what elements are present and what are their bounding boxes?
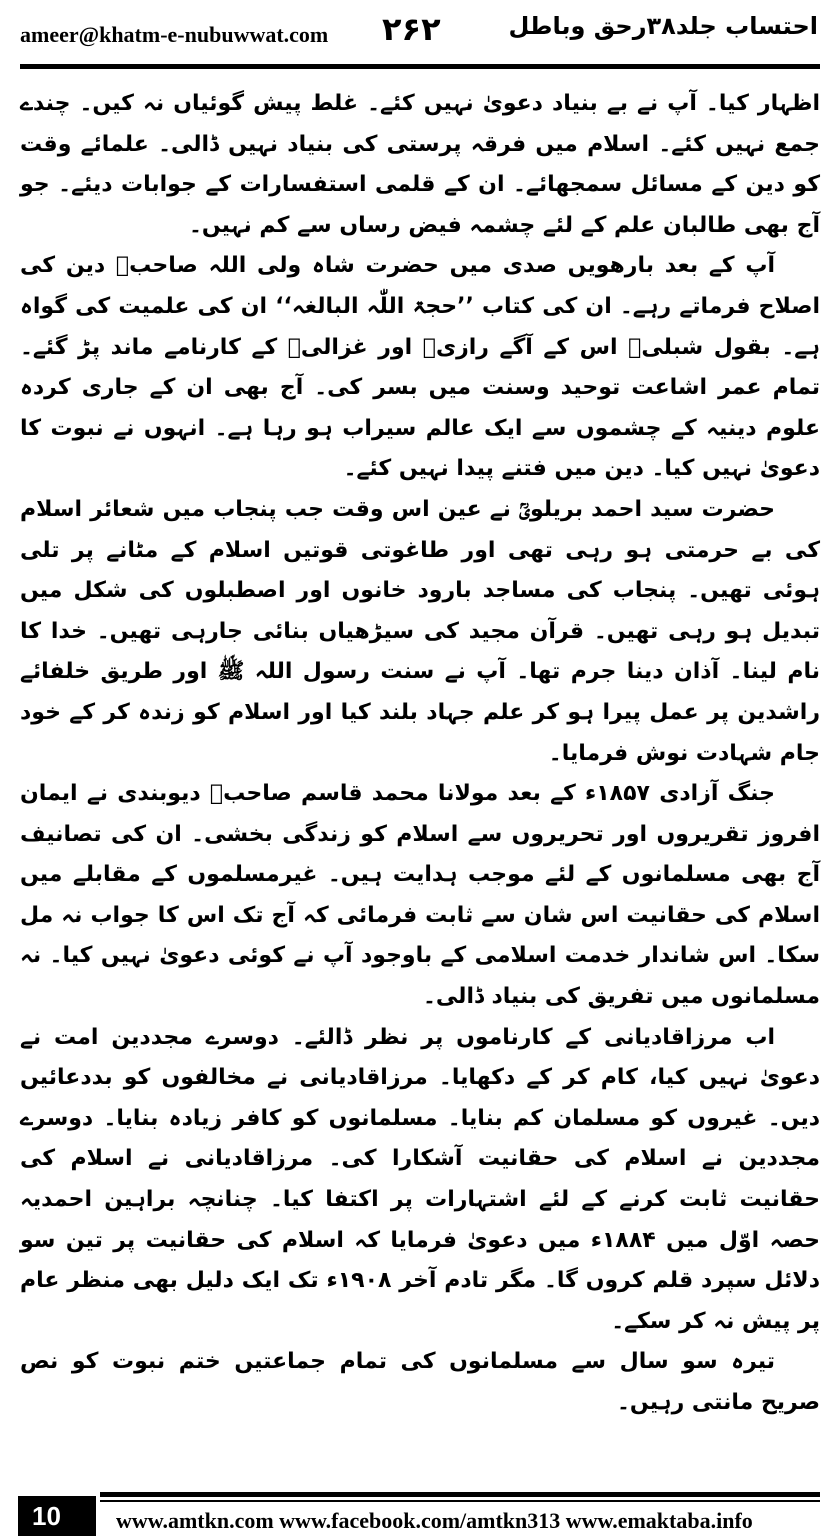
footer-links[interactable]: www.amtkn.com www.facebook.com/amtkn313 www.emaktaba.info [116,1508,753,1533]
header-divider [20,64,820,69]
paragraph-1: اظہار کیا۔ آپ نے بے بنیاد دعویٰ نہیں کئے۔ غلط پیش گوئیاں نہ کیں۔ چندے جمع نہیں کئے۔ اسلام میں فرقہ پرستی کی بنیاد نہیں ڈالی۔ علمائے وقت کو دین کے مسائل سمجھائے۔ ان کے قلمی استفسارات کے جوابات دیئے۔ جو آج بھی طالبان علم کے لئے چشمہ فیض رساں سے کم نہیں۔ [20,91,820,238]
header-email: ameer@khatm-e-nubuwwat.com [20,22,329,47]
paragraph-3: حضرت سید احمد بریلویؒ نے عین اس وقت جب پنجاب میں شعائر اسلام کی بے حرمتی ہو رہی تھی اور طاغوتی قوتیں اسلام کے مٹانے پر تلی ہوئی تھیں۔ پنجاب کی مساجد بارود خانوں اور اصطبلوں کی شکل میں تبدیل ہو رہی تھیں۔ قرآن مجید کی سیڑھیاں بنائی جارہی تھیں۔ خدا کا نام لینا۔ آذان دینا جرم تھا۔ آپ نے سنت رسول اللہ ﷺ اور طریق خلفائے راشدین پر عمل پیرا ہو کر علم جہاد بلند کیا اور اسلام کو زندہ کر کے خود جام شہادت نوش فرمایا۔ [20,496,820,766]
header-book-title: احتساب جلد۳۸رحق وباطل [508,12,818,40]
footer-divider-thin [100,1500,820,1502]
page-body [20,84,820,1424]
footer-divider-thick [100,1492,820,1497]
header-page-number: ۲۶۲ [382,10,441,48]
page-footer [0,1490,840,1540]
paragraph-4: جنگ آزادی ۱۸۵۷ء کے بعد مولانا محمد قاسم صاحبؒ دیوبندی نے ایمان افروز تقریروں اور تحریروں سے اسلام کو زندگی بخشی۔ ان کی تصانیف آج بھی مسلمانوں کے لئے موجب ہدایت ہیں۔ غیرمسلموں کے مقابلے میں اسلام کی حقانیت اس شان سے ثابت فرمائی کہ آج تک اس کا جواب نہ مل سکا۔ اس شاندار خدمت اسلامی کے باوجود آپ نے کوئی دعویٰ نہیں کیا۔ نہ مسلمانوں میں تفریق کی بنیاد ڈالی۔ [20,781,820,1010]
footer-page-number: 10 [18,1496,96,1536]
page-header [0,0,840,70]
paragraph-2: آپ کے بعد بارھویں صدی میں حضرت شاہ ولی اللہ صاحبؒ دین کی اصلاح فرماتے رہے۔ ان کی کتاب ’’حجۃ اللّٰہ البالغہ‘‘ ان کی علمیت کی گواہ ہے۔ بقول شبلیؒ اس کے آگے رازیؒ اور غزالیؒ کے کارنامے ماند پڑ گئے۔ تمام عمر اشاعت توحید وسنت میں بسر کی۔ آج بھی ان کے جاری کردہ علوم دینیہ کے چشموں سے ایک عالم سیراب ہو رہا ہے۔ انہوں نے نبوت کا دعویٰ نہیں کیا۔ دین میں فتنے پیدا نہیں کئے۔ [20,253,820,482]
paragraph-6: تیرہ سو سال سے مسلمانوں کی تمام جماعتیں ختم نبوت کو نص صریح مانتی رہیں۔ [20,1349,820,1415]
paragraph-5: اب مرزاقادیانی کے کارناموں پر نظر ڈالئے۔ دوسرے مجددین امت نے دعویٰ نہیں کیا، کام کر کے دکھایا۔ مرزاقادیانی نے مخالفوں کو بددعائیں دیں۔ غیروں کو مسلمان کم بنایا۔ مسلمانوں کو کافر زیادہ بنایا۔ دوسرے مجددین نے اسلام کی حقانیت آشکارا کی۔ مرزاقادیانی نے اسلام کی حقانیت ثابت کرنے کے لئے اشتہارات پر اکتفا کیا۔ چنانچہ براہین احمدیہ حصہ اوّل میں ۱۸۸۴ء میں دعویٰ فرمایا کہ اسلام کی حقانیت پر تین سو دلائل سپرد قلم کروں گا۔ مگر تادم آخر ۱۹۰۸ء تک ایک دلیل بھی منظر عام پر پیش نہ کر سکے۔ [20,1024,821,1334]
